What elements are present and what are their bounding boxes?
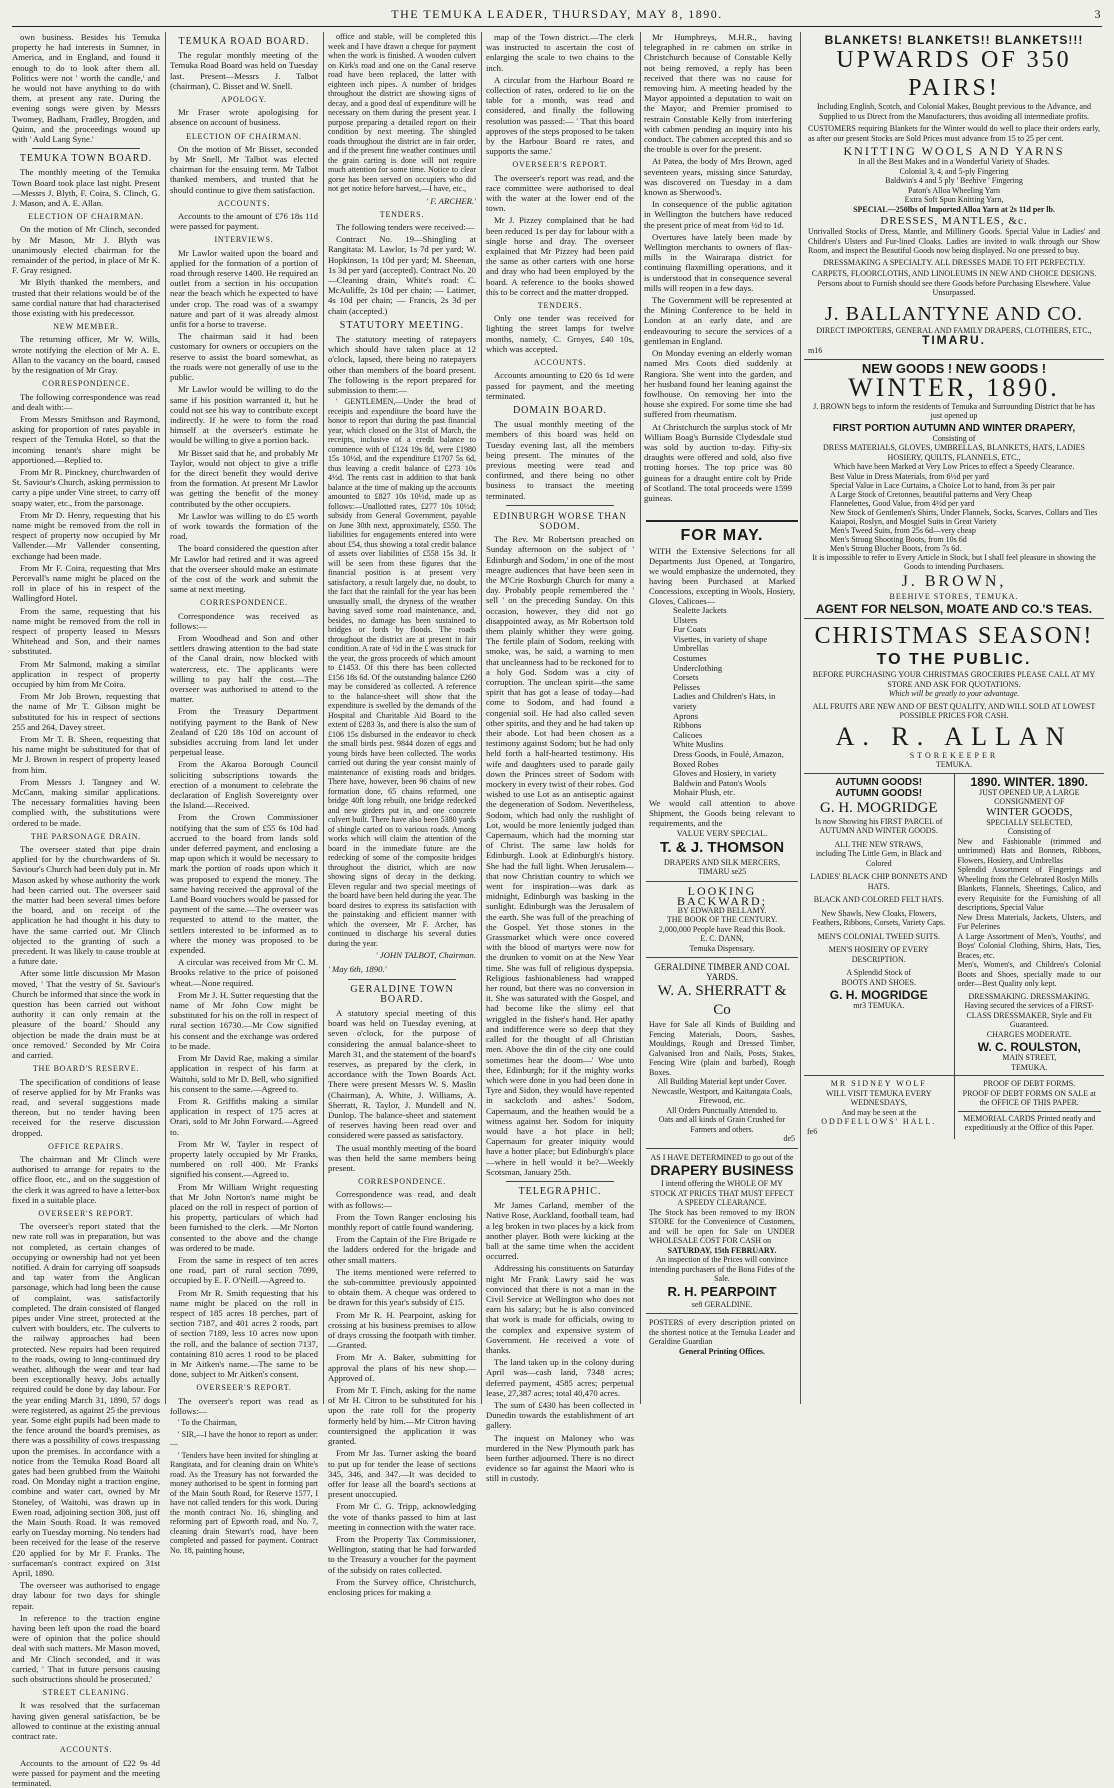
article-text: The usual monthly meeting of the members of this board was held on Tuesday evening last, all the members being present. The minutes of the previous meeting were read and confirmed, and there being no other business to transact the meeting terminated. <box>486 419 634 501</box>
article-text: From the Town Ranger enclosing his monthly report of cattle found wandering. <box>328 1212 476 1232</box>
sub-heading: TENDERS. <box>328 210 476 220</box>
list-item: Corsets <box>673 673 795 683</box>
article-text: The sum of £430 has been collected in Dunedin towards the establishment of art gallery. <box>486 1400 634 1431</box>
list-item: Ulsters <box>673 616 795 626</box>
ad-title: MR SIDNEY WOLF <box>807 1079 951 1089</box>
ad-title: CHRISTMAS SEASON! <box>808 622 1100 650</box>
article-text: The Rev. Mr Robertson preached on Sunday afternoon on the subject of ' Edinburgh and Sodom,' in one of the most meagre audiences that have been seen in the M'Crie Roxburgh Church for many a day. Probably people remembered the ' sell ' on the preceding Sunday. On this occasion, however, they did not go disappointed away, as Mr Robertson told them plainly whither they were going. The fertile plain of Sodom, reeking with smoke, was, he said, a warning to men that uncleanness had to be reckoned for to a holy God. Sodom was a city of corruption. The unclean spirit—the same spirit that has got a lease of today—had come to Sodom, and had found a congenial soil. He had also called seven other spirits, and they and he had taken up their abode. Lot had been chosen as a testimony against Sodom; but he had only held forth a half-hearted testimony. His wife and daughters used to parade gaily down the Princes street of Sodom with mockery in every twist of their robes. God wished to use Lot as an antiseptic against the degeneration of Sodom. Nevertheless, Sodom, which had only the rushlight of Lot, would be more leniently judged than Capernaum, which had the morning star of Christ. The same law holds for Edinburgh. Look at Edinburgh's history. She had the full light. When Jerusalem—that now Christian country to which we went for inspiration—was dark as midnight, Edinburgh was basking in the sunlight. Edinburgh was the Jerusalem of the earth. She was full of the preaching of the Gospel. Yet those stones in the Grassmarket which were once covered with the blood of martyrs were now for the drunken to vomit on at the New Year time. She was full of religious dyspepsia. Religious fashionableness had wrapped her round, but there was no conversion in it. She was saturated with the Gospel, and had become like the slimy eel that wriggled in the fisher's hand. Her apathy and indifference were so deep that they called for the thought of all Christian men. Above the din of the city one could sometimes hear the doom—' Woe unto thee, Edinburgh; for if the mighty works which were done in you had been done in Tyre and Sidon, they would have repented in sackcloth and ashes.' Sodom, Capernaum, and the heathen would be a witness against her. Sodom for iniquity would have a hot place in hell; Capernaum for greater iniquity would have a hotter place; but Edinburgh's place—where in hell would it be?—Weekly Scotsman, January 25th. <box>486 534 634 1177</box>
article-text: The chairman and Mr Clinch were authorised to arrange for repairs to the office floor, etc., and on the suggestion of the clerk it was agreed to have a letter-box fixed in a suitable place. <box>12 1154 160 1205</box>
sub-heading: ACCOUNTS. <box>486 358 634 368</box>
article-text: The items mentioned were referred to the sub-committee previously appointed to obtain them. A cheque was ordered to be drawn for this year's subsidy of £15. <box>328 1267 476 1308</box>
ad-text: E. C. DANN, <box>649 934 795 944</box>
ad-text: A Large Assortment of Men's, Youths', and Boys' Colonial Clothing, Shirts, Hats, Ties, Braces, etc. <box>958 932 1102 961</box>
ad-timber <box>646 958 798 1149</box>
article-text: The overseer's report was read as follows:— <box>170 1396 318 1416</box>
list-item: Colonial 3, 4, and 5-ply Fingering <box>808 167 1100 177</box>
ad-heading: LADIES' BLACK CHIP BONNETS AND HATS. <box>807 872 951 891</box>
ad-text: Temuka Dispensary. <box>649 944 795 954</box>
ad-text: DRESS MATERIALS, GLOVES, UMBRELLAS, BLANKETS, HATS, LADIES HOSIERY, QUILTS, FLANNELS, ETC., <box>808 443 1100 462</box>
ad-firm: A. R. ALLAN <box>808 723 1100 751</box>
ad-banner: AUTUMN GOODS! <box>807 777 951 788</box>
date-line: ' May 6th, 1890.' <box>328 964 476 974</box>
ad-heading: CARPETS, FLOORCLOTHS, AND LINOLEUMS IN NEW AND CHOICE DESIGNS. <box>808 269 1100 279</box>
article-text: The inquest on Maloney who was murdered in the New Plymouth park has been further adjourned. There is no direct evidence so far against the Maori who is still in custody. <box>486 1433 634 1484</box>
list-item: White Muslins <box>673 740 795 750</box>
ad-text: WILL VISIT TEMUKA EVERY WEDNESDAYS, <box>807 1089 951 1108</box>
divider <box>506 1181 614 1182</box>
ad-town-text: TEMUKA. <box>868 1001 904 1010</box>
list-item: A Large Stock of Cretonnes, beautiful patterns and Very Cheap <box>830 490 1100 499</box>
list-item: Baldwin and Paton's Wools <box>673 779 795 789</box>
article-text: The returning officer, Mr W. Wills, wrote notifying the election of Mr A. E. Allan to the vacancy on the board, caused by the resignation of Mr Gray. <box>12 334 160 375</box>
ad-heading: KNITTING WOOLS AND YARNS <box>808 146 1100 157</box>
ad-text: New Shawls, New Cloaks, Flowers, Feathers, Ribbons, Corsets, Variety Caps. <box>807 909 951 928</box>
ad-text: New and Fashionable (trimmed and untrimmed) Hats and Bonnets, Ribbons, Flowers, Hosiery, and Umbrellas <box>958 837 1102 866</box>
list-item: Extra Soft Spun Knitting Yarn, <box>808 195 1100 205</box>
article-text: From Messrs J. Tangney and W. McCann, making similar applications. The necessary formalities having been complied with, the substitutions were ordered to be made. <box>12 777 160 828</box>
list-item: Ribbons <box>673 721 795 731</box>
article-text: From Mr W. Tayler in respect of property lately occupied by Mr Franks, numbered on roll 400. Mr Franks signified his consent.—Agreed to. <box>170 1139 318 1180</box>
ad-text: General Printing Offices. <box>649 1347 795 1357</box>
ad-text: SPECIAL—250lbs of Imported Alloa Yarn at 2s 11d per lb. <box>808 205 1100 215</box>
ad-text: Which will be greatly to your advantage. <box>808 689 1100 699</box>
article-text: own business. Besides his Temuka property he had interests in Sumner, in America, and in England, and found it enough to do to look after them all. Politics were not ' worth the candle,' and he would not have anything to do with them, at present any rate. During the evening songs were given by Messrs Twomey, Badham, Fradley, Brogden, and Quinn, and the proceedings wound up with ' Auld Lang Syne.' <box>12 32 160 144</box>
article-text: From Mr Job Brown, requesting that the name of Mr T. Gibson might be substituted for his in respect of sections 255 and 264, Davey street. <box>12 691 160 732</box>
article-text: The regular monthly meeting of the Temuka Road Board was held on Tuesday last. Present—Messrs J. Talbot (chairman), C. Bisset and W. Snell. <box>170 50 318 91</box>
ad-title: FOR MAY. <box>649 526 795 546</box>
ad-text: WITH the Extensive Selections for all Departments Just Opened, at Tongariro, we would emphasize the undernoted, they having been Purchased at Marked Concessions, excepting in Wools, Hosiery, Gloves, Calicoes— <box>649 546 795 606</box>
article-heading: GERALDINE TOWN BOARD. <box>328 985 476 1005</box>
article-text: After some little discussion Mr Mason moved, ' That the vestry of St. Saviour's Church be informed that since the work in question has been carried out without authority it can only remain at the pleasure of the board.' Should any objection be made the drain must be at once removed.' Seconded by Mr Coira and carried. <box>12 968 160 1060</box>
ad-town-text: GERALDINE. <box>704 1300 752 1309</box>
article-text: From the Captain of the Fire Brigade re the ladders ordered for the brigade and other small matters. <box>328 1234 476 1265</box>
ad-town <box>649 867 795 877</box>
list-item: Mohair Plush, etc. <box>673 788 795 798</box>
article-text: In consequence of the public agitation in Wellington the butchers have reduced the present price of meat from ½d to 1d. <box>644 199 792 230</box>
list-item: Special Value in Lace Curtains, a Choice Lot to hand, from 3s per pair <box>830 481 1100 490</box>
ad-text: Men's, Women's, and Children's Colonial Boots and Shoes, specially made to our order—Best Quality only kept. <box>958 960 1102 989</box>
column-2 <box>170 32 318 1404</box>
list-item: Umbrellas <box>673 644 795 654</box>
article-text: From the Survey office, Christchurch, enclosing prices for making a <box>328 1577 476 1597</box>
ad-town: TEMUKA. <box>808 760 1100 770</box>
article-text: From Messrs Smithson and Raymond, asking for proportion of rates payable in respect of the Temuka Hotel, so that the incoming tenant's share might be apportioned.—Replied to. <box>12 414 160 465</box>
article-text: On the motion of Mr Bisset, seconded by Mr Snell, Mr Talbot was elected chairman for the ensuing term. Mr Talbot thanked members, and trusted that he should continue to give them satisfaction. <box>170 144 318 195</box>
ad-heading: BLACK AND COLORED FELT HATS. <box>807 895 951 905</box>
ad-text: All Building Material kept under Cover. <box>649 1077 795 1087</box>
article-text: From the same, requesting that his name might be removed from the roll in respect of property leased to Messrs Whitehead and Son, and their names substituted. <box>12 606 160 657</box>
ad-text: JUST OPENED UP, A LARGE CONSIGNMENT OF <box>958 788 1102 807</box>
ad-text: Consisting of <box>808 434 1100 444</box>
article-text: The chairman said it had been customary for owners or occupiers on the reserve to assist the board somewhat, as the roads were not generally of use to the public. <box>170 331 318 382</box>
masthead-title: THE TEMUKA LEADER, THURSDAY, MAY 8, 1890. <box>12 7 1102 22</box>
list-item: Men's Tweed Suits, from 25s 6d—very cheap <box>830 526 1100 535</box>
column-rule <box>640 32 641 1404</box>
ad-text: Unrivalled Stocks of Dress, Mantle, and Millinery Goods. Special Value in Ladies' and Children's Ulsters and Fur-lined Cloaks. Ladies are invited to walk through our Show Room, and inspect the Beautiful Goods now being displayed. No one pressed to buy. <box>808 227 1100 256</box>
list-item: Visettes, in variety of shape <box>673 635 795 645</box>
ad-item-list <box>808 472 1100 553</box>
article-text: Accounts to the amount of £76 18s 11d were passed for payment. <box>170 211 318 231</box>
ad-title: WINTER, 1890. <box>808 374 1100 402</box>
article-text: The overseer was authorised to engage dray labour for two days for shingle repair. <box>12 1580 160 1611</box>
ad-posters <box>646 1314 798 1360</box>
ad-two-column <box>804 774 1104 1076</box>
column-rule <box>165 32 166 1404</box>
ad-heading: DRESSMAKING. DRESSMAKING. <box>958 992 1102 1002</box>
article-text: From the Treasury Department notifying payment to the Bank of New Zealand of £20 18s 10d on account of subsidies accruing from land let under perpetual lease. <box>170 706 318 757</box>
signature: ' JOHN TALBOT, Chairman. <box>328 950 476 960</box>
sub-heading: THE PARSONAGE DRAIN. <box>12 832 160 842</box>
column-5-ads <box>646 520 798 1404</box>
ad-text: CUSTOMERS requiring Blankets for the Winter would do well to place their orders early, as after our present Stocks are Sold Prices must advance from 15 to 25 per cent. <box>808 124 1100 143</box>
ad-town: TIMARU. <box>808 335 1100 346</box>
ad-text: PROOF OF DEBT FORMS ON SALE at the OFFICE OF THIS PAPER. <box>958 1089 1102 1108</box>
sub-heading: ELECTION OF CHAIRMAN. <box>12 212 160 222</box>
ad-town <box>807 1001 951 1011</box>
article-text: The overseer's report was read, and the race committee were authorised to deal with the water at the lower end of the town. <box>486 173 634 214</box>
ad-text: ALL FRUITS ARE NEW AND OF BEST QUALITY, AND WILL SOLD AT LOWEST POSSIBLE PRICES FOR CASH. <box>808 702 1100 721</box>
article-heading: STATUTORY MEETING. <box>328 321 476 331</box>
ad-heading: WINTER GOODS, <box>958 807 1102 818</box>
ad-heading: DRESSES, MANTLES, &c. <box>808 216 1100 227</box>
ad-title: DRAPERY BUSINESS <box>649 1162 795 1179</box>
ad-text: Is now Showing his FIRST PARCEL of <box>807 817 951 827</box>
article-text: From the Crown Commissioner notifying that the sum of £55 6s 10d had accrued to the board from lands sold under deferred payment, and enclosing a map upon which it would be necessary to mark the portion of roads upon which it was proposed to expend the money. The same having received the approval of the Land Board vouchers would be passed for payment of the same.—The overseer was requested to attend to the matter, the settlers interested to be informed as to where the money was proposed to be expended. <box>170 812 318 955</box>
article-text: The board considered the question after Mr Lawlor had retired and it was agreed that the overseer should make an estimate of the cost of the work and submit the same at next meeting. <box>170 543 318 594</box>
article-text: A statutory special meeting of this board was held on Tuesday evening, at seven o'clock, for the purpose of considering the annual balance-sheet to March 31, and the statement of the board's reserves, as prepared by the clerk, in accordance with the Town Boards Act. There were present Messrs W. S. Maslin (Chairman), A. White, J. Williams, A. Sherratt, R. Taylor, J. Mundell and N. Dunlop. The balance-sheet and statement of reserves having been read over and considered were passed as satisfactory. <box>328 1008 476 1141</box>
ad-text: Newcastle, Westport, and Kaitangata Coals, Firewood, etc. <box>649 1087 795 1106</box>
ad-title: GERALDINE TIMBER AND COAL YARDS. <box>649 962 795 982</box>
ad-heading: FIRST PORTION AUTUMN AND WINTER DRAPERY, <box>808 423 1100 434</box>
ad-firm-sub: STOREKEEPER <box>808 751 1100 761</box>
article-text: From Mr R. Pinckney, churchwarden of St. Saviour's Church, asking permission to carry a pipe under Vine street, to carry off soapy water, etc., from the parsonage. <box>12 467 160 508</box>
ad-firm-sub: DIRECT IMPORTERS, GENERAL AND FAMILY DRAPERS, CLOTHIERS, ETC., <box>808 326 1100 336</box>
article-text: Overtures have lately been made by Wellington merchants to owners of flax-mills in the Wairarapa district for continuing flaxmilling operations, and it is understood that in consequence several mills will reopen in a few days. <box>644 232 792 293</box>
article-text: The Government will be represented at the Mining Conference to be held in London at an early date, and are endeavouring to secure the services of a gentleman in England. <box>644 295 792 346</box>
ad-title: PROOF OF DEBT FORMS. <box>958 1079 1102 1089</box>
ad-text: Including English, Scotch, and Colonial Makes, Bought previous to the Advance, and Supplied to us Direct from the Manufacturers, thus avoiding all intermediate profits. <box>808 102 1100 121</box>
ad-text: BEFORE PURCHASING YOUR CHRISTMAS GROCERIES PLEASE CALL AT MY STORE AND ASK FOR QUOTATIONS. <box>808 670 1100 689</box>
ad-text: Persons about to Furnish should see there Goods before Purchasing Elsewhere. Value Unsurpassed. <box>808 279 1100 298</box>
sub-heading: NEW MEMBER. <box>12 322 160 332</box>
article-text: Mr Humphreys, M.H.R., having telegraphed in re cabmen on strike in Christchurch because of Constable Kelly not being removed, a reply has been received that there was no cause for removing him. A meeting headed by the Mayor appointed a deputation to wait on the Mayor, and Premier promised to restrain Constable Kelly from interfering with cabmen pending an inquiry into his conduct. The cabmen accepted this and so the trouble is over for the present. <box>644 32 792 154</box>
article-text: From Mr J. H. Sutter requesting that the name of Mr John Cow might be substituted for his on the roll in respect of rural section 16730.—Mr Cow signified his consent and the exchange was ordered to be made. <box>170 990 318 1051</box>
ad-code: m16 <box>808 346 1100 356</box>
sub-heading: CORRESPONDENCE. <box>328 1177 476 1187</box>
masthead <box>12 4 1102 27</box>
ad-date: SATURDAY, 15th FEBRUARY. <box>649 1246 795 1256</box>
column-rule <box>323 32 324 1404</box>
ad-roulston <box>955 774 1105 1076</box>
article-text: From Mr T. Finch, asking for the name of Mr H. Citron to be substituted for his upon the rate roll for the property formerly held by him.—Mr Citron having countersigned the application it was granted. <box>328 1385 476 1446</box>
article-text: From Mr F. Coira, requesting that Mrs Percevall's name might be placed on the roll in place of his in respect of the Wallingford Hotel. <box>12 563 160 604</box>
article-heading: TEMUKA TOWN BOARD. <box>12 154 160 164</box>
article-text: Mr Lawlor was willing to do £5 worth of work towards the formation of the road. <box>170 511 318 542</box>
ad-text: SPECIALLY SELECTED, <box>958 818 1102 828</box>
list-item: Dress Goods, in Foulé, Amazon, Boxed Robes <box>673 750 795 769</box>
ad-heading: DRESSMAKING A SPECIALTY. ALL DRESSES MADE TO FIT PERFECTLY. <box>808 258 1100 268</box>
ad-town: TEMUKA. <box>958 1063 1102 1073</box>
ad-text: ODDFELLOWS' HALL. <box>807 1117 951 1127</box>
article-text: Mr Bisset said that he, and probably Mr Taylor, would not object to give a trifle for the direct benefit they would derive from the formation. At present Mr Lawlor was getting the benefit of the money contributed by the other occupiers. <box>170 448 318 509</box>
article-text: Contract No. 19—Shingling at Rangitata: M. Lawlor, 1s 7d per yard; W. Hopkinson, 1s 10d per yard; M. Sheenan, 1s 3d per yard (accepted). Contract No. 20—Cleaning drain, White's road: C. McAuliffe, 2s 10d per chain; — Latimer, 4s 10d per chain; — Francis, 2s 3d per chain (accepted.) <box>328 234 476 316</box>
article-text: From R. Griffiths making a similar application in respect of 175 acres at Orari, sold to Mr John Forward.—Agreed to. <box>170 1096 318 1137</box>
ad-code: mr3 <box>853 1001 866 1010</box>
ad-wolf <box>804 1076 955 1139</box>
column-5 <box>644 32 792 514</box>
ad-text: Which have been Marked at Very Low Prices to effect a Speedy Clearance. <box>808 462 1100 472</box>
article-text: At Patea, the body of Mrs Brown, aged seventeen years, missing since Saturday, was discovered on Tuesday in a dam known as Sherwood's. <box>644 156 792 197</box>
ad-text: 2,000,000 People have Read this Book. <box>649 925 795 935</box>
article-text: ' To the Chairman, <box>170 1418 318 1428</box>
list-item: Flannelettes, Good Value, from 4½d per yard <box>830 499 1100 508</box>
article-text: From Mr David Rae, making a similar application in respect of his farm at Waitohi, sold to Mr D. Bell, who signified his consent to the same.—Agreed to. <box>170 1053 318 1094</box>
ad-text: New Dress Materials, Jackets, Ulsters, and Fur Pelerines <box>958 913 1102 932</box>
list-item: Pelisses <box>673 683 795 693</box>
article-text: Mr Lawlor waited upon the board and applied for the formation of a portion of road through reserve 1400. He required an outlet from a section in his occupation near the beach which he expected to have under crop. The road was of a swampy nature and part of it was already almost unfit for a horse to traverse. <box>170 248 318 330</box>
ad-text: VALUE VERY SPECIAL. <box>649 828 795 838</box>
ad-firm: J. BROWN, <box>808 572 1100 592</box>
article-text: ' SIR,—I have the honor to report as under:— <box>170 1430 318 1449</box>
article-text: Mr Lawlor would be willing to do the same if his position warranted it, but he could not see his way to contribute except indirectly. If he were to form the road himself at the overseer's estimate he would be willing to give a portion back. <box>170 384 318 445</box>
ad-banner: BLANKETS! BLANKETS!! BLANKETS!!! <box>808 35 1100 46</box>
ad-town-text: TIMARU <box>698 867 730 876</box>
article-text: Mr Fraser wrote apologising for absence on account of business. <box>170 107 318 127</box>
article-text: On the motion of Mr Clinch, seconded by Mr Mason, Mr J. Blyth was unanimously elected chairman for the remainder of the period, in place of Mr K. F. Gray resigned. <box>12 224 160 275</box>
article-text: The overseer stated that pipe drain applied for by the churchwardens of St. Saviour's Church had been duly put in. Mr Mason asked by whose authority the work had been carried out. The overseer said the matter had been several times before the board, and on receipt of the application he had thought it his duty to have the same carried out. Mr Clinch objected to the granting of such a precedent. It was likely to cause trouble at a future date. <box>12 844 160 966</box>
sub-heading: ACCOUNTS. <box>12 1745 160 1755</box>
ad-text: POSTERS of every description printed on the shortest notice at the Temuka Leader and Geraldine Guardian <box>649 1318 795 1347</box>
ad-text: CHARGES MODERATE. <box>958 1030 1102 1040</box>
ad-brown-winter <box>804 360 1104 620</box>
ad-heading: MEN'S COLONIAL TWEED SUITS. <box>807 932 951 942</box>
list-item: Sealette Jackets <box>673 606 795 616</box>
ad-title: LOOKING BACKWARD; <box>649 886 795 906</box>
article-text: From Woodhead and Son and other settlers drawing attention to the bad state of the Canal drain, now blocked with watercress, etc. The applicants were willing to pay half the cost.—The overseer was authorised to attend to the matter. <box>170 633 318 704</box>
article-text: Correspondence was received as follows:— <box>170 611 318 631</box>
ad-text: MEMORIAL CARDS Printed neatly and expeditiously at the Office of this Paper. <box>958 1111 1102 1133</box>
ad-text: All Orders Punctually Attended to. <box>649 1106 795 1116</box>
article-text: From Mr William Wright requesting that Mr John Norton's name might be placed on the roll in respect of portion of his property, particulars of which had been furnished to the clerk. —Mr Norton consented to the above and the change was ordered to be made. <box>170 1182 318 1253</box>
ad-item-list <box>808 167 1100 205</box>
ad-text: We would call attention to above Shipment, the Goods being relevant to requirements, and the <box>649 798 795 828</box>
column-4 <box>486 32 634 1404</box>
article-text: The statutory meeting of ratepayers which should have taken place at 12 o'clock, lapsed, there being no ratepayers other than members of the board present. The following is the report prepared for submission to them:— <box>328 334 476 395</box>
ad-text: THE BOOK OF THE CENTURY. <box>649 915 795 925</box>
ad-code: se25 <box>731 867 746 876</box>
ad-text: Blankets, Flannels, Sheetings, Calico, and every Requisite for the Furnishing of all descriptions, Special Value <box>958 884 1102 913</box>
article-text: At Christchurch the surplus stock of Mr William Boag's Burnside Clydesdale stud was sold by auction to-day. Fifty-six draughts were offered and sold, also five trotting horses. The top price was 80 guineas for a draught entire colt by Pride of Scotland. The total proceeds were 1599 guineas. <box>644 422 792 504</box>
ad-text: It is impossible to refer to Every Article in Stock, but I shall feel pleasure in showing the Goods to intending Purchasers. <box>808 553 1100 572</box>
ad-text: BY EDWARD BELLAMY. <box>649 906 795 916</box>
sub-heading: OFFICE REPAIRS. <box>12 1142 160 1152</box>
ad-text: AGENT FOR NELSON, MOATE AND CO.'S TEAS. <box>808 604 1100 615</box>
column-rule <box>481 32 482 1404</box>
article-text: On Monday evening an elderly woman named Mrs Coots died suddenly at Rangiora. She went into the garden, and her husband found her leaning against the fowlhouse. On removing her into the house she expired. For some time she had suffered from rheumatism. <box>644 348 792 419</box>
article-text: From Mr T. B. Sheen, requesting that his name might be substituted for that of Mr J. Brown in respect of property leased from him. <box>12 734 160 775</box>
list-item: Underclothing <box>673 664 795 674</box>
sub-heading: INTERVIEWS. <box>170 235 318 245</box>
ad-drapery-clearance <box>646 1149 798 1315</box>
list-item: Kaiapoi, Roslyn, and Mosgiel Suits in Great Variety <box>830 517 1100 526</box>
article-text: From Mr R. Smith requesting that his name might be placed on the roll in respect of 185 acres 18 perches, part of section 7187, and 401 acres 2 roods, part of section 7189, less 10 acres now upon the roll, and the balance of section 7137, containing 810 acres 1 rood to be placed in Mr Aitken's name.—The same to be done, subject to Mr Aitken's consent. <box>170 1288 318 1380</box>
article-text: It was resolved that the surfaceman having given general satisfaction, be be allowed to continue at the existing annual contract rate. <box>12 1700 160 1741</box>
article-heading: EDINBURGH WORSE THAN SODOM. <box>486 511 634 531</box>
ad-firm-sub: DRAPERS AND SILK MERCERS, <box>649 858 795 868</box>
ad-code: se8 <box>692 1300 703 1309</box>
column-rule <box>800 32 801 1404</box>
list-item: Best Value in Dress Materials, from 6½d per yard <box>830 472 1100 481</box>
ad-text: Oats and all kinds of Grain Crushed for Farmers and others. <box>649 1115 795 1134</box>
divider <box>506 505 614 506</box>
sub-heading: CORRESPONDENCE. <box>12 379 160 389</box>
ad-text: Have for Sale all Kinds of Building and Fencing Materials, Doors, Sashes, Mouldings, Rough and Dressed Timber, Galvanised Iron and Nails, Posts, Stakes, Fencing Wire (plain and barbed), Rough Boxes. <box>649 1020 795 1077</box>
ad-title: UPWARDS OF 350 PAIRS! <box>808 46 1100 102</box>
article-text: map of the Town district.—The clerk was instructed to ascertain the cost of enlarging the scale to two chains to the inch. <box>486 32 634 73</box>
list-item: Costumes <box>673 654 795 664</box>
list-item: Gloves and Hosiery, in variety <box>673 769 795 779</box>
article-heading: DOMAIN BOARD. <box>486 406 634 416</box>
article-text: The land taken up in the colony during April was—cash land, 7348 acres; deferred payment, 4585 acres; perpetual lease, 27,387 acres; total 40,470 acres. <box>486 1357 634 1398</box>
page-number: 3 <box>1095 7 1103 22</box>
sub-heading: ELECTION OF CHAIRMAN. <box>170 132 318 142</box>
article-text: The following correspondence was read and dealt with:— <box>12 392 160 412</box>
article-text: The overseer's report stated that the new rate roll was in preparation, but was not completed, as certain changes of occupying or ownership had not yet been notified. A drain for carrying off soapsuds and tap water from the Anglican parsonage, which had long been the cause of complaint, was satisfactorily completed. The drain consisted of flanged pipes under Vine street, protected at the culvert with boulders, etc. The culverts to the railway approaches had been protected. New repairs had been required to the roads, owing to long-continued dry weather, although the wear and tear had been exceptionally heavy. Jobs actually required could be done by day labour. For the year ending March 31, 1890, 57 dogs were registered, as against 25 the previous year. Some eight pupils had been made to the fence around the board's premises, as there was a possibility of cows trespassing upon the premises. In accordance with a notice from the Temuka Road Board all gates had been grubbed from the Waitohi road. On Monday night a traction engine, combine and water cart, owned by Mr Stoneley, of Waitohi, was drawn up in Ewen road, adjoining section 308, just off the Main South Road. It was removed early on Tuesday morning. No tenders had been received for the lease of the reserve £20 applied for by Mr F. Franks. The surfaceman's contract expired on 31st April, 1890. <box>12 1221 160 1578</box>
ad-item-list <box>649 606 795 798</box>
list-item: Baldwin's 4 and 5 ply ' Beehive ' Fingering <box>808 176 1100 186</box>
divider <box>348 979 456 980</box>
ad-text: Consisting of <box>958 827 1102 837</box>
ad-text: An inspection of the Prices will convince intending purchasers of the Bona Fides of the Sale. <box>649 1255 795 1284</box>
column-1 <box>12 32 160 1404</box>
article-text: From the Property Tax Commissioner, Wellington, stating that he had forwarded to the Treasury a voucher for the payment of the subsidy on rates collected. <box>328 1534 476 1575</box>
ad-signature: G. H. MOGRIDGE <box>807 990 951 1001</box>
ad-text: AS I HAVE DETERMINED to go out of the <box>649 1153 795 1163</box>
article-text: ' GENTLEMEN,—Under the head of receipts and expenditure the board have the honor to report that during the past financial year, which closed on the 31st of March, the receipts, inclusive of a credit balance to commence with of £124 19s 8d, were £1980 15s 10½d, and the expenditure £1707 5s 6d, thus leaving a credit balance of £273 10s 4½d. The rents cast in addition to that bank balance at the time of making up the accounts amounted to £827 10s 10½d, made up as follows:—Unallotted rates, £277 10s 10½d; subsidy from General Government, payable on June 30th next, approximately, £550. The liabilities for engagements entered into were about £54, thus showing a total credit balance of assets over liabilities of £558 15s 3d. It will be seen from these figures that the financial position is at present very satisfactory, a result largely due, no doubt, to the fact that the rainfall for the year has been unusually small, the dryness of the weather having saved some road maintenance, and, besides, no damage has been sustained to bridges or fords by floods. The roads throughout the district are at present in fair condition. A rate of ½d in the £ was struck for the year, the gross proceeds of which amount to £1453. Of this there has been collected £156 18s 6d. Of the outstanding balance £260 may be considered as collected. A reference to the balance-sheet will show that the expenditure is swelled by the demands of the Hospital and Charitable Aid Board to the extent of £283 3s, and there is also the sum of £106 15s disbursed in the endeavor to check the small birds pest. 9844 dozen of eggs and young birds have been collected. The works carried out during the year consist mainly of maintenance of existing roads and bridges. There have, however, been 96 chains of new formation done, 65 chains reformed, one bridge 40ft long rebuilt, one bridge redecked and new girders put in, and one concrete culvert built. There have also been 5380 yards of shingle carted on to various roads. Among works which will claim the attention of the board in the immediate future are the redecking of some of the composite bridges throughout the district, which are now showing signs of decay in the decking. Eleven regular and two special meetings of the board have been held during the year. The board desires to express its satisfaction with the painstaking and efficient manner with which the overseer, Mr F. Archer, has continued to discharge his several duties during the year. <box>328 397 476 948</box>
article-text: Addressing his constituents on Saturday night Mr Frank Lawry said he was convinced that there is not a man in the Civil Service at Wellington who does not earn his salary; but he is also convinced that work is made for officials, owing to the complex and expensive system of Government. He received a vote of thanks. <box>486 1263 634 1355</box>
article-text: Mr James Carland, member of the Native Rose, Auckland, football team, had a leg broken in two places by a kick from another player. Both were kicking at the ball at the same time when the accident occurred. <box>486 1200 634 1261</box>
ad-two-column-bottom <box>804 1075 1104 1139</box>
sub-heading: OVERSEER'S REPORT. <box>486 160 634 170</box>
article-text: The usual monthly meeting of the board was then held the same members being present. <box>328 1143 476 1174</box>
article-heading: TELEGRAPHIC. <box>486 1187 634 1197</box>
ad-heading: MEN'S HOSIERY OF EVERY DESCRIPTION. <box>807 945 951 964</box>
list-item: Aprons <box>673 712 795 722</box>
article-text: From the Akaroa Borough Council soliciting subscriptions towards the erection of a monument to celebrate the declaration of English Sovereignty over the Island.—Received. <box>170 759 318 810</box>
sub-heading: APOLOGY. <box>170 95 318 105</box>
list-item: Ladies and Children's Hats, in variety <box>673 692 795 711</box>
ad-text: And may be seen at the <box>807 1108 951 1118</box>
article-text: The specification of conditions of lease of reserve applied for by Mr Franks was read, and several suggestions made thereon, but no tender having been received for the reserve discussion dropped. <box>12 1077 160 1138</box>
list-item: Calicoes <box>673 731 795 741</box>
ad-firm: W. C. ROULSTON, <box>958 1042 1102 1053</box>
ad-firm: R. H. PEARPOINT <box>649 1284 795 1300</box>
article-text: Accounts to the amount of £22 9s 4d were passed for payment and the meeting terminated. <box>12 1758 160 1788</box>
article-text: Accounts amounting to £20 6s 1d were passed for payment, and the meeting terminated. <box>486 370 634 401</box>
ad-mogridge <box>804 774 955 1076</box>
ad-text: Having secured the services of a FIRST-CLASS DRESSMAKER, Style and Fit Guaranteed. <box>958 1001 1102 1030</box>
ad-firm-sub: MAIN STREET, <box>958 1053 1102 1063</box>
sub-heading: TENDERS. <box>486 301 634 311</box>
ad-text: A Splendid Stock of <box>807 968 951 978</box>
ad-heading: ALL THE NEW STRAWS, <box>807 840 951 850</box>
article-text: A circular was received from Mr C. M. Brooks relative to the price of poisoned wheat.—None required. <box>170 957 318 988</box>
article-text: From Mr Salmond, making a similar application in respect of property occupied by him from Mr Coira. <box>12 659 160 690</box>
ad-text: In all the Best Makes and in a Wonderful Variety of Shades. <box>808 157 1100 167</box>
sub-heading: STREET CLEANING. <box>12 1688 160 1698</box>
ad-firm: W. A. SHERRATT & Co <box>649 982 795 1020</box>
article-text: From the same in respect of ten acres one road, part of rural section 7099, occupied by E. F. O'Neill.—Agreed to. <box>170 1255 318 1286</box>
ad-text: AUTUMN AND WINTER GOODS. <box>807 826 951 836</box>
article-text: A circular from the Harbour Board re collection of rates, ordered to lie on the table for a month, was read and considered, and finally the following resolution was passed:— ' That this board approves of the steps proposed to be taken by the Harbour Board re rates, and supports the same.' <box>486 75 634 157</box>
article-heading: TEMUKA ROAD BOARD. <box>170 37 318 47</box>
ad-firm-sub: BEEHIVE STORES, TEMUKA. <box>808 592 1100 602</box>
article-text: In reference to the traction engine having been left upon the road the board were of opinion that the police should deal with such matters. Mr Mason moved, and Mr Clinch seconded, and it was carried, ' That in future persons causing such obstructions should be prosecuted.' <box>12 1613 160 1684</box>
list-item: Men's Strong Shooting Boots, from 10s 6d <box>830 535 1100 544</box>
article-text: ' Tenders have been invited for shingling at Rangitata, and for cleaning drain on White's road. As the Treasury has not forwarded the money authorised to be spent in forming part of the Main South Road, for Reserve 1577, I have not called tenders for this work. During the month contract No. 16, shingling and reforming part of Epworth road, and No. 7, cleaning drain Stewart's road, have been completed and passed for payment. Contract No. 18, painting house, <box>170 1451 318 1556</box>
ad-banner: 1890. WINTER. 1890. <box>958 777 1102 788</box>
ad-heading: TO THE PUBLIC. <box>808 650 1100 670</box>
article-text: From Mr R. H. Pearpoint, asking for crossing at his business premises to allow of drays crossing the footpath with timber.—Granted. <box>328 1310 476 1351</box>
divider <box>32 148 140 149</box>
article-text: The monthly meeting of the Temuka Town Board took place last night. Present—Messrs J. Blyth, F. Coira, S. Clinch, G. J. Mason, and A. E. Allan. <box>12 167 160 208</box>
sub-heading: ACCOUNTS. <box>170 199 318 209</box>
ad-code: fe6 <box>807 1127 951 1137</box>
ad-text: The Stock has been removed to my IRON STORE for the Convenience of Customers, and will be open for Sale on UNDER WHOLESALE COST FOR CASH on <box>649 1208 795 1246</box>
article-text: Only one tender was received for lighting the street lamps for twelve months, namely, C. Groyes, £40 10s, which was accepted. <box>486 313 634 354</box>
article-text: Mr J. Pizzey complained that he had been reduced 1s per day for labour with a single horse and dray. The overseer explained that Mr Pizzey had been paid the same as other carters with one horse and dray who had been employed by the board. A reference to the books showed this to be correct and the matter dropped. <box>486 215 634 297</box>
ad-firm: T. & J. THOMSON <box>649 838 795 858</box>
article-text: Correspondence was read, and dealt with as follows:— <box>328 1189 476 1209</box>
ad-heading: BOOTS AND SHOES. <box>807 978 951 988</box>
list-item: Men's Strong Blucher Boots, from 7s 6d. <box>830 544 1100 553</box>
sub-heading: OVERSEER'S REPORT. <box>170 1383 318 1393</box>
column-3 <box>328 32 476 1404</box>
list-item: Paton's Alloa Wheeling Yarn <box>808 186 1100 196</box>
article-text: From Mr C. G. Tripp, acknowledging the vote of thanks passed to him at last meeting in connection with the water race. <box>328 1501 476 1532</box>
signature: ' F. ARCHER.' <box>328 196 476 206</box>
ad-firm: G. H. MOGRIDGE <box>807 799 951 817</box>
sub-heading: THE BOARD'S RESERVE. <box>12 1064 160 1074</box>
ad-text: J. BROWN begs to inform the residents of Temuka and Surrounding District that he has just opened up <box>808 402 1100 421</box>
ad-banner: AUTUMN GOODS! <box>807 788 951 799</box>
sub-heading: OVERSEER'S REPORT. <box>12 1209 160 1219</box>
article-text: From Mr Jas. Turner asking the board to put up for tender the lease of sections 345, 346, and 347.—It was decided to offer for lease all the board's sections at present unoccupied. <box>328 1448 476 1499</box>
advertisements <box>804 32 1104 1404</box>
ad-blankets <box>804 32 1104 360</box>
ad-christmas <box>804 619 1104 774</box>
article-text: The following tenders were received:— <box>328 222 476 232</box>
ad-debt-forms <box>955 1076 1105 1139</box>
ad-banner: NEW GOODS ! NEW GOODS ! <box>808 363 1100 374</box>
article-text: office and stable, will be completed this week and I have drawn a cheque for payment when the work is finished. A wooden culvert on Kirk's road and one on the Canal reserve road have been replaced, the latter with eighteen inch pipes. A number of bridges throughout the district are showing signs of decay, and a good deal of expenditure will be necessary on them during the present year. I purpose preparing a detailed report on their condition by next meeting. The shingled roads throughout the district are in fair order, and if the present fine weather continues until the grain carting is done will not require much attention for some time. Notice to clear gorse has been served on occupiers who did not get notice before harvest,—I have, etc., <box>328 32 476 194</box>
article-text: From Mr D. Henry, requesting that his name might be removed from the roll in respect of property now occupied by Mr Vallender.—Mr Vallender consenting, exchange had been made. <box>12 510 160 561</box>
list-item: Fur Coats <box>673 625 795 635</box>
list-item: New Stock of Gentlemen's Shirts, Under Flannels, Socks, Scarves, Collars and Ties <box>830 508 1100 517</box>
ad-code: de5 <box>649 1134 795 1144</box>
article-text: Mr Blyth thanked the members, and trusted that their relations would be of the same cordial nature that had characterised those existing with his predecessor. <box>12 277 160 318</box>
ad-firm: J. BALLANTYNE AND CO. <box>808 302 1100 326</box>
ad-text: I intend offering the WHOLE OF MY STOCK AT PRICES THAT MUST EFFECT A SPEEDY CLEARANCE. <box>649 1179 795 1208</box>
ad-text: Splendid Assortment of Fingerings and Wheeling from the Celebrated Roslyn Mills <box>958 865 1102 884</box>
ad-text: including The Little Gem, in Black and Colored <box>807 849 951 868</box>
article-text: From Mr A. Baker, submitting for approval the plans of his new shop.—Approved of. <box>328 1352 476 1383</box>
ad-town <box>649 1300 795 1310</box>
sub-heading: CORRESPONDENCE. <box>170 598 318 608</box>
ad-for-may <box>646 520 798 882</box>
ad-looking-backward <box>646 882 798 959</box>
